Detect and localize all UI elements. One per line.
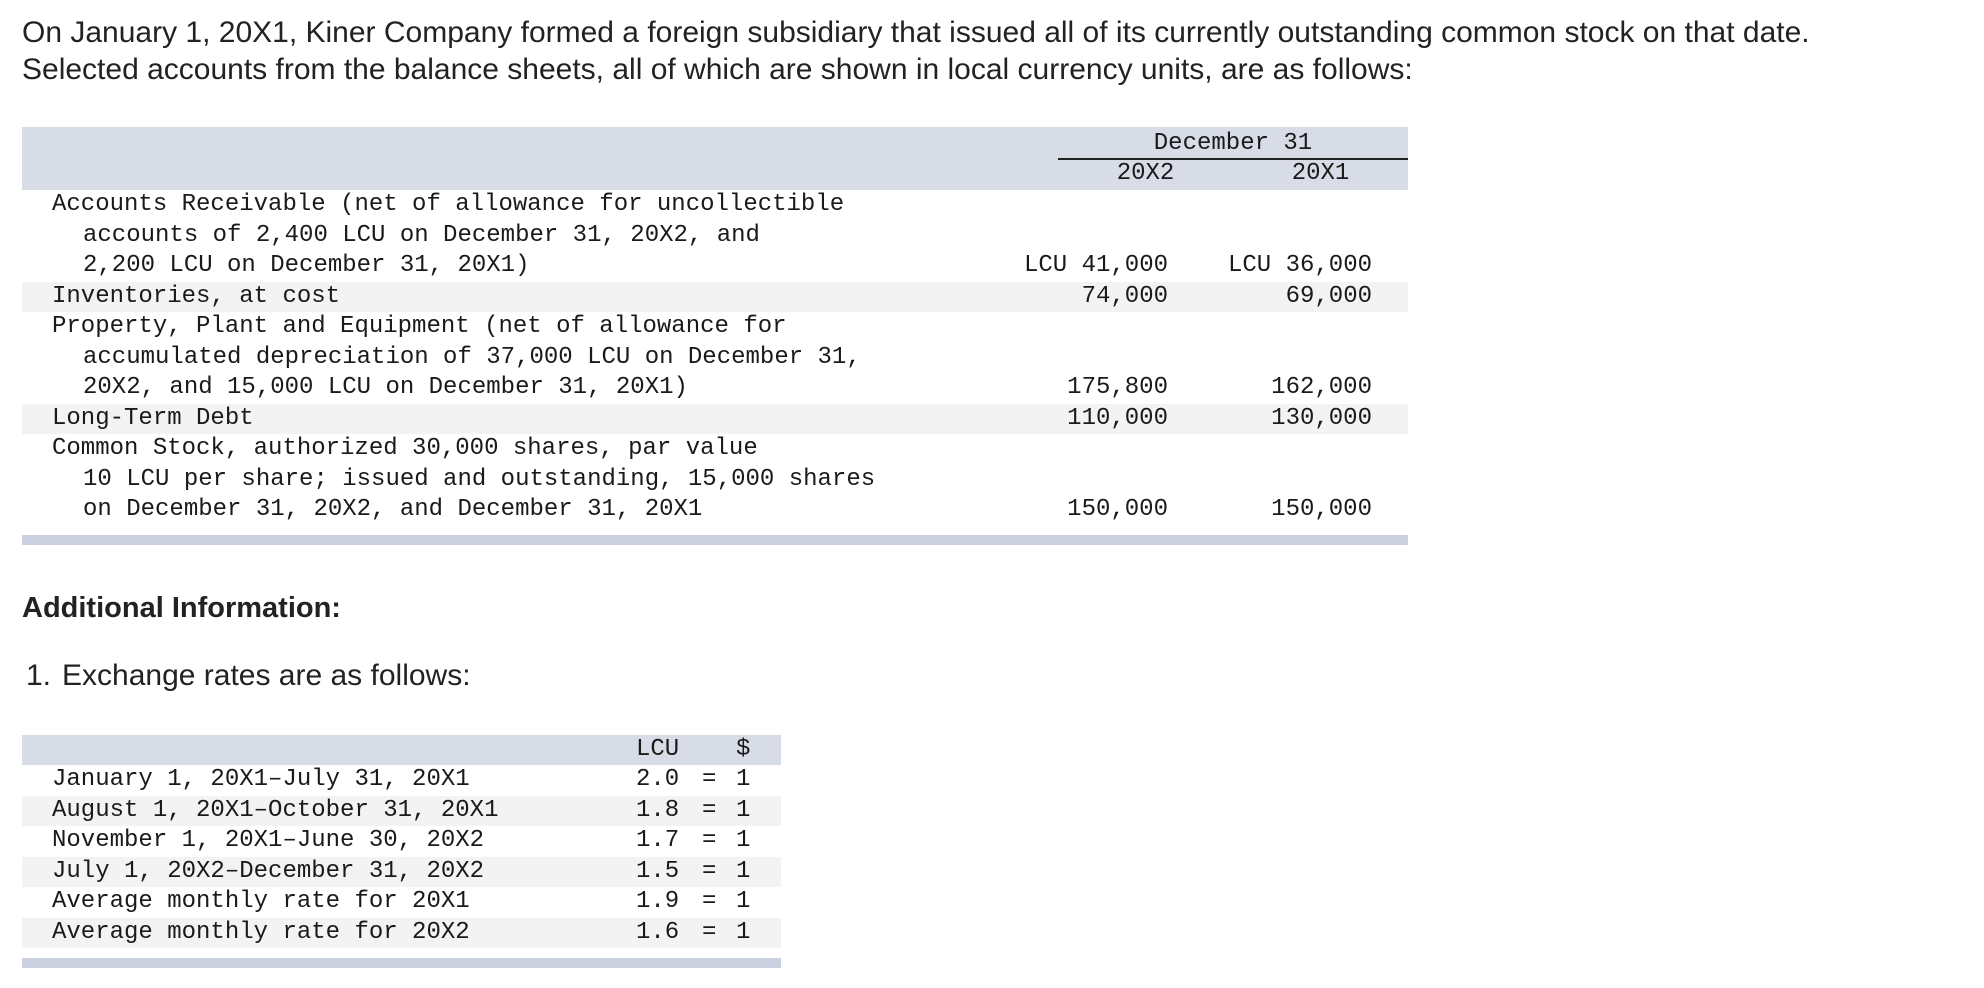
row-label-line: on December 31, 20X2, and December 31, 20X1 xyxy=(83,496,703,523)
row-label-line: accounts of 2,400 LCU on December 31, 20X2, and xyxy=(83,221,760,249)
equals-sign: = xyxy=(702,918,717,946)
table-row xyxy=(22,312,1408,404)
table-footer-bar xyxy=(22,535,1408,545)
intro-line-1: On January 1, 20X1, Kiner Company formed a foreign subsidiary that issued all of its currently outstanding common stock on that date. xyxy=(22,16,1810,49)
row-label xyxy=(22,282,952,313)
exchange-rate-table xyxy=(22,735,781,968)
table-row xyxy=(22,796,781,827)
usd-value: 1 xyxy=(736,766,751,793)
column-header-20x1: 20X1 xyxy=(1291,160,1350,187)
table-row xyxy=(22,404,1408,435)
lcu-rate: 1.5 xyxy=(636,857,680,885)
lcu-rate: 1.9 xyxy=(636,888,680,915)
equals-sign: = xyxy=(702,857,717,885)
value-20x1: 130,000 xyxy=(1271,404,1372,432)
value-20x2: 175,800 xyxy=(1067,374,1168,401)
value-20x2: LCU 41,000 xyxy=(1023,252,1168,279)
exchange-rate-header xyxy=(22,735,781,765)
equals-sign: = xyxy=(702,796,717,824)
equals-sign: = xyxy=(702,766,717,793)
list-item-number: 1. xyxy=(26,659,52,692)
row-label-line: Inventories, at cost xyxy=(52,282,341,310)
row-label-line: Long-Term Debt xyxy=(52,404,254,432)
value-20x2: 150,000 xyxy=(1067,496,1168,523)
balance-sheet-table xyxy=(22,127,1408,545)
lcu-rate: 1.6 xyxy=(636,918,680,946)
table-footer-bar xyxy=(22,958,781,968)
table-row xyxy=(22,190,1408,282)
table-row xyxy=(22,857,781,888)
row-label xyxy=(22,312,952,404)
row-label xyxy=(22,434,952,526)
value-20x2: 110,000 xyxy=(1067,404,1168,432)
list-item-text: Exchange rates are as follows: xyxy=(62,659,471,692)
period-label: July 1, 20X2–December 31, 20X2 xyxy=(52,857,485,885)
row-label-line: 10 LCU per share; issued and outstanding, 15,000 shares xyxy=(83,465,876,493)
usd-value: 1 xyxy=(736,888,751,915)
value-20x1: LCU 36,000 xyxy=(1227,252,1372,279)
period-label: November 1, 20X1–June 30, 20X2 xyxy=(52,827,485,854)
additional-info-heading: Additional Information: xyxy=(22,592,341,624)
period-label: Average monthly rate for 20X1 xyxy=(52,888,470,915)
table-row xyxy=(22,282,1408,313)
period-label: August 1, 20X1–October 31, 20X1 xyxy=(52,796,499,824)
row-label-line: 20X2, and 15,000 LCU on December 31, 20X1) xyxy=(83,374,688,401)
column-header-20x2: 20X2 xyxy=(1116,160,1175,187)
row-label-line: accumulated depreciation of 37,000 LCU on December 31, xyxy=(83,343,861,371)
value-20x1: 162,000 xyxy=(1271,374,1372,401)
table-row xyxy=(22,765,781,796)
table-row xyxy=(22,434,1408,526)
table-row xyxy=(22,887,781,918)
table-row xyxy=(22,826,781,857)
row-label xyxy=(22,190,952,282)
value-20x1: 69,000 xyxy=(1285,282,1372,310)
column-header-lcu: LCU xyxy=(636,736,680,763)
row-label xyxy=(22,404,952,435)
row-label-line: Property, Plant and Equipment (net of allowance for xyxy=(52,313,787,340)
period-label: January 1, 20X1–July 31, 20X1 xyxy=(52,766,470,793)
usd-value: 1 xyxy=(736,796,751,824)
problem-intro xyxy=(22,14,1962,88)
column-header-usd: $ xyxy=(736,736,751,763)
value-20x1: 150,000 xyxy=(1271,496,1372,523)
intro-line-2: Selected accounts from the balance sheets, all of which are shown in local currency units, are as follows: xyxy=(22,53,1413,86)
table-row xyxy=(22,918,781,949)
lcu-rate: 1.7 xyxy=(636,827,680,854)
date-group-header: December 31 xyxy=(1058,130,1408,160)
lcu-rate: 2.0 xyxy=(636,766,680,793)
list-item xyxy=(26,659,471,693)
equals-sign: = xyxy=(702,888,717,915)
lcu-rate: 1.8 xyxy=(636,796,680,824)
row-label-line: Common Stock, authorized 30,000 shares, par value xyxy=(52,435,758,462)
usd-value: 1 xyxy=(736,918,751,946)
row-label-line: Accounts Receivable (net of allowance for uncollectible xyxy=(52,191,845,218)
equals-sign: = xyxy=(702,827,717,854)
value-20x2: 74,000 xyxy=(1081,282,1168,310)
period-label: Average monthly rate for 20X2 xyxy=(52,918,470,946)
row-label-line: 2,200 LCU on December 31, 20X1) xyxy=(83,252,530,279)
usd-value: 1 xyxy=(736,827,751,854)
usd-value: 1 xyxy=(736,857,751,885)
balance-sheet-header xyxy=(22,127,1408,190)
